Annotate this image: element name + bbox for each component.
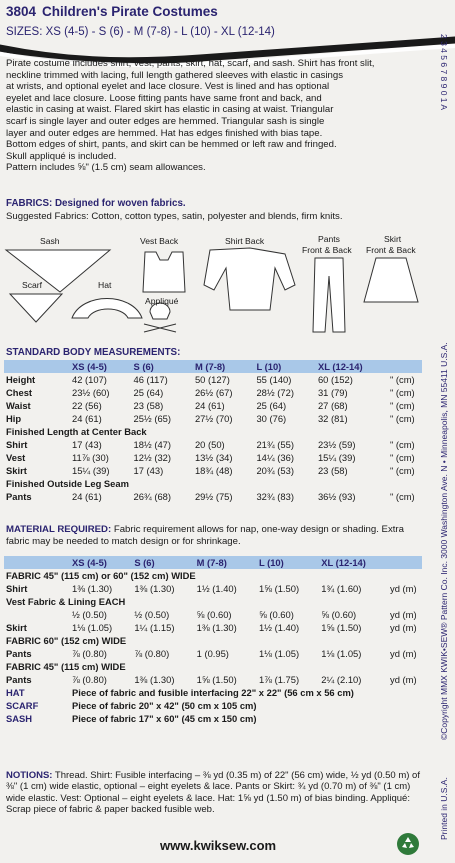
fabrics-heading: FABRICS: Designed for woven fabrics.	[6, 198, 186, 209]
table-row: SASH Piece of fabric 17" x 60" (45 cm x 150 cm)	[6, 713, 257, 724]
table-row: Vest 11⅞ (30) 12½ (32) 13½ (34) 14¼ (36) 15¼ (39) " (cm)	[6, 452, 415, 463]
sketch-label-skirt: Skirt	[384, 234, 402, 244]
description-line: Pirate costume includes shirt, vest, pants, skirt, hat, scarf, and sash. Shirt has front slit,	[6, 58, 375, 69]
table-header-row	[4, 360, 422, 373]
column-header: XL (12-14)	[321, 557, 366, 568]
table-row: Chest 23½ (60) 25 (64) 26½ (67) 28½ (72) 31 (79) " (cm)	[6, 387, 415, 398]
sizes-line: SIZES: XS (4-5) - S (6) - M (7-8) - L (10) - XL (12-14)	[6, 26, 275, 38]
description-line: elastic in casing at waist. Flared skirt has elastic in casing at waist. Triangular	[6, 104, 334, 116]
table-row: Shirt 1⅜ (1.30) 1⅜ (1.30) 1½ (1.40) 1⅝ (1.50) 1¾ (1.60) yd (m)	[6, 583, 417, 594]
column-header: XS (4-5)	[72, 557, 107, 568]
fabric-45-60-heading: FABRIC 45" (115 cm) or 60" (152 cm) WIDE	[6, 570, 196, 581]
material-note	[6, 524, 424, 547]
subheading-row	[4, 425, 422, 438]
description-line: Skull appliqué is included.	[6, 150, 117, 162]
garment-sketches	[0, 230, 430, 342]
shirt-sketch	[204, 248, 295, 310]
table-row: Pants 24 (61) 26¾ (68) 29½ (75) 32¾ (83) 36½ (93) " (cm)	[6, 491, 415, 502]
notions-text: Thread. Shirt: Fusible interfacing – ⅜ yd (0.35 m) of 22" (56 cm) wide, ½ yd (0.50 m) of ⅜" (1 cm) wide elastic, optional – eight eyelets & lace. Pants or Skirt: ¾ yd (0.70 m) of ⅜" (1 cm) wide elastic. Vest: Optional – eight eyelets & lace. Hat: 1⅝ yd (1.50 m) of bias binding. Appliqué: Scrap piece of fabric & paper backed fusible web.	[6, 770, 420, 816]
column-header: M (7-8)	[194, 361, 226, 372]
table-header-row	[4, 556, 422, 569]
sketch-label-shirt: Shirt Back	[225, 236, 265, 246]
website-link[interactable]: www.kwiksew.com	[160, 838, 277, 853]
fabrics-text: Suggested Fabrics: Cotton, cotton types, satin, polyester and blends, firm knits.	[6, 211, 343, 222]
copyright-vertical	[437, 20, 451, 840]
table-row: Waist 22 (56) 23 (58) 24 (61) 25 (64) 27 (68) " (cm)	[6, 400, 415, 411]
recycle-icon	[396, 832, 420, 856]
pants-sketch	[313, 258, 345, 332]
measurements-heading: STANDARD BODY MEASUREMENTS:	[6, 347, 181, 358]
description	[6, 58, 424, 174]
outside-leg-heading: Finished Outside Leg Seam	[6, 478, 129, 489]
printed-in-text: Printed in U.S.A.	[439, 777, 449, 840]
table-row: HAT Piece of fabric and fusible interfacing 22" x 22" (56 cm x 56 cm)	[6, 687, 354, 698]
sketch-label-skirt-front-back: Front & Back	[366, 245, 416, 255]
column-header: L (10)	[256, 361, 282, 372]
pattern-number: 3804	[6, 4, 37, 19]
fabric-45-heading: FABRIC 45" (115 cm) WIDE	[6, 661, 126, 672]
measurements-table	[4, 360, 422, 503]
hat-sketch	[72, 299, 142, 319]
table-row: Shirt 17 (43) 18½ (47) 20 (50) 21¾ (55) 23½ (59) " (cm)	[6, 439, 415, 450]
notions	[6, 770, 424, 816]
sketch-label-scarf: Scarf	[22, 280, 43, 290]
subheading-row	[4, 569, 422, 582]
material-table	[4, 556, 422, 725]
column-header: L (10)	[258, 557, 284, 568]
sketch-label-sash: Sash	[40, 236, 60, 246]
table-row: Pants ⅞ (0.80) ⅞ (0.80) 1 (0.95) 1⅛ (1.05) 1⅛ (1.05) yd (m)	[6, 648, 417, 659]
scarf-sketch	[10, 294, 62, 322]
sketch-label-applique: Appliqué	[145, 296, 179, 306]
table-row: Skirt 15¼ (39) 17 (43) 18¾ (48) 20¾ (53) 23 (58) " (cm)	[6, 465, 415, 476]
description-line: layer and outer edges are hemmed. Hat has edges finished with bias tape.	[6, 127, 323, 139]
skirt-sketch	[364, 258, 418, 302]
copyright-text: ©Copyright MMX KWIK•SEW® Pattern Co. Inc. 3000 Washington Ave. N • Minneapolis, MN 55411 U.S.A.	[439, 342, 449, 740]
material-heading: MATERIAL REQUIRED:	[6, 524, 112, 535]
description-line: eyelet and lace closure. Loose fitting pants have same front and back, and	[6, 92, 322, 104]
sketch-label-vest: Vest Back	[140, 236, 179, 246]
side-code: 2 3 4 5 6 7 8 9 0 1 A	[439, 34, 449, 111]
description-line: at wrists, and optional eyelet and lace closure. Vest is lined and has optional	[6, 81, 330, 93]
subheading-row	[4, 660, 422, 673]
pattern-title	[6, 4, 218, 19]
table-row: SCARF Piece of fabric 20" x 42" (50 cm x 105 cm)	[6, 700, 257, 711]
finished-length-heading: Finished Length at Center Back	[6, 426, 147, 437]
material-note-text: Fabric requirement allows for nap, one-way design or shading. Extra fabric may be needed to match design or for shrinkage.	[6, 524, 404, 547]
column-header: XL (12-14)	[317, 361, 363, 372]
column-header: XS (4-5)	[72, 361, 107, 372]
sketch-label-pants-front-back: Front & Back	[302, 245, 352, 255]
sketch-label-hat: Hat	[98, 280, 112, 290]
vest-sketch	[143, 252, 185, 292]
sketch-label-pants: Pants	[318, 234, 340, 244]
vest-fabric-heading: Vest Fabric & Lining EACH	[6, 596, 126, 607]
table-row: Pants ⅞ (0.80) 1⅜ (1.30) 1⅝ (1.50) 1⅞ (1.75) 2¼ (2.10) yd (m)	[6, 674, 417, 685]
description-line: neckline trimmed with lacing, full length gathered sleeves with elastic in casings	[6, 69, 344, 81]
table-row: ½ (0.50) ½ (0.50) ⅝ (0.60) ⅝ (0.60) ⅝ (0.60) yd (m)	[72, 609, 417, 620]
description-line: Pattern includes ⅝" (1.5 cm) seam allowances.	[6, 162, 206, 174]
pattern-name: Children's Pirate Costumes	[42, 4, 218, 19]
table-row: Height 42 (107) 46 (117) 50 (127) 55 (140) 60 (152) " (cm)	[6, 374, 415, 385]
skull-applique	[144, 303, 176, 332]
table-row: Hip 24 (61) 25½ (65) 27½ (70) 30 (76) 32 (81) " (cm)	[6, 413, 415, 424]
subheading-row	[4, 595, 422, 608]
table-row: Skirt 1⅛ (1.05) 1¼ (1.15) 1⅜ (1.30) 1½ (1.40) 1⅝ (1.50) yd (m)	[6, 622, 417, 633]
fabric-60-heading: FABRIC 60" (152 cm) WIDE	[6, 635, 127, 646]
notions-heading: NOTIONS:	[6, 770, 53, 781]
subheading-row	[4, 477, 422, 490]
description-line: scarf is single layer and outer edges are hemmed. Triangular sash is single	[6, 115, 325, 127]
column-header: M (7-8)	[196, 557, 227, 568]
column-header: S (6)	[133, 361, 154, 372]
subheading-row	[4, 634, 422, 647]
column-header: S (6)	[134, 557, 155, 568]
description-line: Bottom edges of shirt, pants, and skirt can be hemmed or left raw and fringed.	[6, 139, 337, 151]
